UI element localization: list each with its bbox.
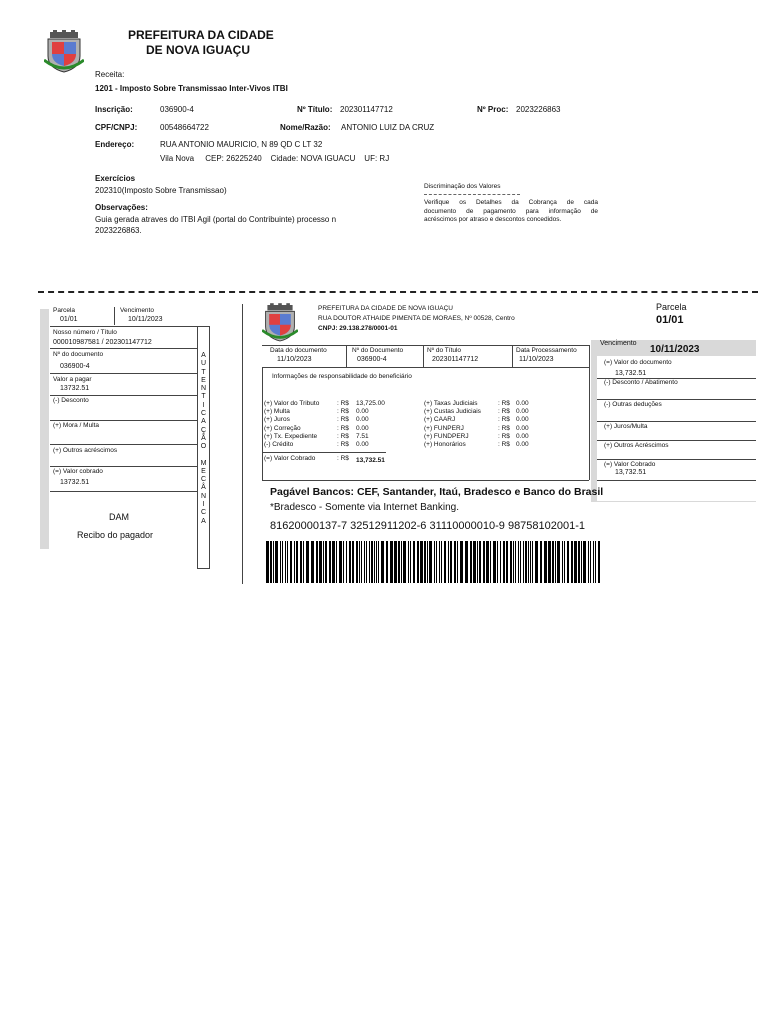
barcode-bar [429,541,432,583]
valor-cobrado-cur: : R$ [337,455,349,462]
num-titulo-value: 202301147712 [432,356,479,363]
auth-letter: U [200,360,207,368]
left-items-cur [337,400,349,449]
item-cur: : R$ [498,400,510,407]
stub-valor-value: 13732.51 [60,385,90,392]
right-items-labels [424,400,481,449]
cpf-label: CPF/CNPJ: [95,123,138,132]
barcode-bar [486,541,489,583]
item-value: 0.00 [516,424,529,432]
barcode-bar [282,541,283,583]
receita-value: 1201 - Imposto Sobre Transmissao Inter-Vivos ITBI [95,84,288,93]
data-doc-value: 11/10/2023 [277,356,312,363]
barcode-bar [408,541,409,583]
barcode-bar [359,541,360,583]
barcode-bar [436,541,437,583]
barcode-bar [364,541,365,583]
barcode-bar [506,541,508,583]
barcode-bar [343,541,344,583]
left-items-values [356,400,385,449]
stub-parcela-value: 01/01 [60,316,78,323]
barcode-bar [294,541,295,583]
city-crest-icon [44,30,84,74]
item-label: (+) FUNPERJ [424,424,464,432]
stub-desconto-label: (-) Desconto [53,397,89,404]
barcode-bar [564,541,565,583]
auth-letter: N [200,385,207,393]
barcode-bar [465,541,468,583]
barcode-bar [273,541,274,583]
barcode-bar [593,541,594,583]
titulo-value: 202301147712 [340,105,393,114]
item-cur: : R$ [498,441,510,449]
barcode-bar [515,541,516,583]
barcode-bar [525,541,527,583]
cidade-value: NOVA IGUACU [300,154,356,163]
barcode-bar [544,541,547,583]
item-label: (+) Correção [264,424,301,432]
stub-doc-label: Nº do documento [53,351,104,358]
nome-value: ANTONIO LUIZ DA CRUZ [341,123,435,132]
barcode-bar [532,541,533,583]
auth-letter: A [201,352,206,359]
side-cobrado-value: 13,732.51 [615,469,647,476]
codigo-barras-linha: 81620000137-7 32512911202-6 31110000010-9 98758102001-1 [270,520,586,532]
barcode-bar [439,541,440,583]
barcode-bar [450,541,452,583]
address-line2 [160,154,389,163]
barcode-bar [280,541,281,583]
barcode-bar [588,541,589,583]
cep-value: 26225240 [226,154,262,163]
item-value: 0.00 [356,408,369,416]
barcode-bar [510,541,512,583]
num-doc-value: 036900-4 [357,356,387,363]
right-items-cur [498,400,510,449]
boleto-org-cnpj: CNPJ: 29.138.278/0001-01 [318,325,398,332]
barcode-bar [420,541,423,583]
side-outros-label: (+) Outros Acréscimos [604,442,669,449]
discriminacao-title: Discriminação dos Valores [424,183,501,190]
left-items-labels [264,400,319,449]
barcode-bar [349,541,351,583]
barcode-bar [500,541,501,583]
barcode-bar [497,541,498,583]
barcode-bar [590,541,591,583]
item-label: (+) FUNDPERJ [424,432,469,440]
barcode-bar [319,541,322,583]
exercicios-value: 202310(Imposto Sobre Transmissao) [95,186,227,195]
boleto-parcela-value: 01/01 [656,314,684,326]
barcode-bar [376,541,377,583]
auth-letter: T [201,393,206,401]
auth-letter: A [201,418,206,426]
barcode-bar [361,541,362,583]
discriminacao-divider [424,194,520,195]
barcode-bar [381,541,384,583]
barcode-bar [336,541,337,583]
barcode-bar [401,541,402,583]
stub-nosso-value: 000010987581 / 202301147712 [53,339,152,346]
barcode-bar [562,541,563,583]
barcode-bar [434,541,435,583]
barcode-bar [374,541,375,583]
item-cur: : R$ [498,432,510,440]
item-value: 13,725.00 [356,400,385,407]
observacoes-line2: 2023226863. [95,226,142,235]
barcode-bar [490,541,491,583]
barcode-bar [548,541,551,583]
item-value: 0.00 [516,400,529,407]
barcode-bar [581,541,582,583]
inscricao-value: 036900-4 [160,105,194,114]
barcode-bar [306,541,309,583]
barcode-bar [417,541,419,583]
barcode-bar [473,541,476,583]
auth-letter: C [200,410,207,418]
side-desconto-label: (-) Desconto / Abatimento [604,379,678,386]
mec-letter: I [202,501,205,509]
stub-recibo: Recibo do pagador [77,530,154,540]
barcode-bar [311,541,314,583]
item-cur: : R$ [498,416,510,424]
cut-line [38,291,758,293]
item-cur: : R$ [337,400,349,407]
stub-gray-bar [40,309,49,549]
barcode-bar [332,541,335,583]
auth-letter: O [200,443,207,451]
titulo-label: Nº Título: [297,105,333,114]
barcode-bar [457,541,458,583]
barcode-bar [275,541,278,583]
stub-cobrado-label: (=) Valor cobrado [53,468,103,475]
auth-letter: Ã [201,434,206,442]
boleto-parcela-label: Parcela [656,302,687,312]
boleto-org-address: RUA DOUTOR ATHAIDE PIMENTA DE MORAES, Nº 00528, Centro [318,315,515,322]
barcode-bar [448,541,449,583]
barcode-bar [325,541,327,583]
cep-label: CEP: [205,154,224,163]
item-value: 0.00 [516,408,529,416]
side-outras-label: (-) Outras deduções [604,401,662,408]
observacoes-line1: Guia gerada atraves do ITBI Agil (portal do Contribuinte) processo n [95,215,337,224]
mec-letter: N [200,492,207,500]
barcode-bar [540,541,542,583]
boleto-org-name: PREFEITURA DA CIDADE DE NOVA IGUAÇU [318,305,453,312]
mec-letter: Â [201,484,206,492]
discriminacao-line1: Verifique os Detalhes da Cobrança de cada [424,199,598,206]
barcode-bar [520,541,521,583]
item-value: 0.00 [516,416,529,424]
bancos-text: Pagável Bancos: CEF, Santander, Itaú, Bradesco e Banco do Brasil [270,486,604,498]
side-valor-doc-label: (=) Valor do documento [604,359,672,366]
proc-label: Nº Proc: [477,105,509,114]
mec-letter: A [201,517,206,525]
stub-mora-label: (+) Mora / Multa [53,422,100,429]
right-items-values [516,400,529,449]
barcode-bar [339,541,342,583]
uf-value: RJ [379,154,390,163]
barcode-bar [441,541,442,583]
barcode-bar [352,541,354,583]
mec-letter: E [201,467,206,475]
item-label: (-) Crédito [264,441,294,449]
barcode-bar [290,541,292,583]
stub-outros-label: (+) Outros acréscimos [53,447,118,454]
bradesco-text: *Bradesco - Somente via Internet Banking. [270,502,459,513]
barcode-bar [518,541,519,583]
barcode-bar [346,541,347,583]
barcode-bar [398,541,400,583]
stub-doc-value: 036900-4 [60,363,90,370]
barcode-bar [483,541,485,583]
item-cur: : R$ [337,441,349,449]
item-label: (+) CAARJ [424,416,456,424]
barcode-bar [369,541,370,583]
endereco-value: RUA ANTONIO MAURICIO, N 89 QD C LT 32 [160,140,323,149]
item-value: 0.00 [356,441,369,449]
item-label: (+) Honorários [424,441,466,449]
barcode-bar [427,541,428,583]
item-cur: : R$ [498,408,510,416]
auth-letter: E [201,376,206,384]
barcode-bar [413,541,415,583]
barcode-bar [528,541,529,583]
barcode-bar [303,541,304,583]
side-juros-label: (+) Juros/Multa [604,423,648,430]
item-value: 0.00 [516,432,529,440]
barcode-bar [444,541,446,583]
barcode-bar [270,541,272,583]
nome-label: Nome/Razão: [280,123,331,132]
side-venc-label: Vencimento [600,340,637,347]
auth-letter: Ç [200,426,207,434]
bairro-value: Vila Nova [160,154,195,163]
barcode-bar [470,541,472,583]
cidade-label: Cidade: [270,154,299,163]
barcode-bar [371,541,373,583]
observacoes-label: Observações: [95,203,148,212]
barcode-bar [530,541,531,583]
barcode-bar [386,541,388,583]
barcode-bar [552,541,554,583]
auth-letter: T [201,368,206,376]
mec-letter: C [200,509,207,517]
data-proc-label: Data Processamento [516,347,577,354]
item-cur: : R$ [498,424,510,432]
barcode-bar [523,541,524,583]
barcode-bar [503,541,505,583]
barcode-bar [578,541,580,583]
boleto-crest-icon [262,303,298,343]
barcode-bar [595,541,596,583]
stub-venc-label: Vencimento [120,307,154,314]
discriminacao-line3: acréscimos por atraso e descontos concedidos. [424,216,562,223]
barcode-bar [287,541,288,583]
barcode-bar [583,541,586,583]
barcode-bar [394,541,397,583]
uf-label: UF: [364,154,378,163]
discriminacao-text [424,199,598,225]
data-doc-label: Data do documento [270,347,327,354]
barcode-bar [300,541,302,583]
item-value: 0.00 [516,441,529,449]
side-venc-value: 10/11/2023 [650,344,700,355]
cpf-value: 00548664722 [160,123,209,132]
barcode-bar [567,541,569,583]
proc-value: 2023226863 [516,105,561,114]
item-label: (+) Taxas Judiciais [424,400,478,407]
barcode-bar [574,541,577,583]
barcode-bar [403,541,406,583]
receita-label: Receita: [95,70,125,79]
barcode-bar [557,541,560,583]
barcode-bar [285,541,286,583]
item-value: 7.51 [356,432,369,440]
side-valor-doc-value: 13,732.51 [615,370,647,377]
inscricao-label: Inscrição: [95,105,133,114]
item-cur: : R$ [337,424,349,432]
exercicios-label: Exercícios [95,174,136,183]
num-titulo-label: Nº do Título [427,347,462,354]
item-label: (+) Tx. Expediente [264,432,318,440]
barcode-bar [454,541,456,583]
valor-cobrado-value: 13,732.51 [356,457,385,464]
stub-dam: DAM [109,512,129,522]
discriminacao-line2: documento de pagamento para informação de [424,207,598,215]
item-cur: : R$ [337,408,349,416]
barcode-bar [571,541,573,583]
stub-valor-label: Valor a pagar [53,376,92,383]
barcode-bar [266,541,269,583]
stub-venc-value: 10/11/2023 [128,316,163,323]
endereco-label: Endereço: [95,140,135,149]
barcode-bar [493,541,496,583]
city-name-line1: PREFEITURA DA CIDADE [128,28,274,42]
barcode-bar [598,541,600,583]
barcode-bar [390,541,393,583]
auth-letter: I [202,401,205,409]
barcode-bar [366,541,367,583]
barcode-bar [323,541,324,583]
stub-nosso-label: Nosso número / Título [53,329,117,336]
item-value: 0.00 [356,416,369,424]
valor-cobrado-label: (=) Valor Cobrado [264,455,316,462]
barcode-bar [316,541,318,583]
stub-parcela-label: Parcela [53,307,76,314]
item-value: 0.00 [356,424,369,432]
item-label: (+) Juros [264,416,290,424]
info-label: Informações de responsabilidade do beneficiário [272,373,412,380]
item-label: (+) Custas Judiciais [424,408,481,416]
barcode-bar [535,541,538,583]
item-cur: : R$ [337,432,349,440]
num-doc-label: Nº do Documento [352,347,404,354]
data-proc-value: 11/10/2023 [519,356,554,363]
mec-letter: C [200,476,207,484]
barcode-bar [479,541,481,583]
side-cobrado-label: (=) Valor Cobrado [604,461,656,468]
barcode-bar [424,541,426,583]
barcode [266,541,602,583]
barcode-bar [378,541,379,583]
barcode-bar [513,541,514,583]
city-name-line2: DE NOVA IGUAÇU [146,43,251,57]
barcode-bar [555,541,556,583]
mec-letter: M [200,459,207,467]
item-cur: : R$ [337,416,349,424]
barcode-bar [410,541,411,583]
barcode-bar [329,541,331,583]
item-label: (+) Valor do Tributo [264,400,320,407]
item-label: (+) Multa [264,408,290,416]
autenticacao-vertical [199,352,208,526]
stub-cobrado-value: 13732.51 [60,479,90,486]
barcode-bar [460,541,463,583]
barcode-bar [356,541,358,583]
barcode-bar [296,541,298,583]
barcode-bar [477,541,478,583]
